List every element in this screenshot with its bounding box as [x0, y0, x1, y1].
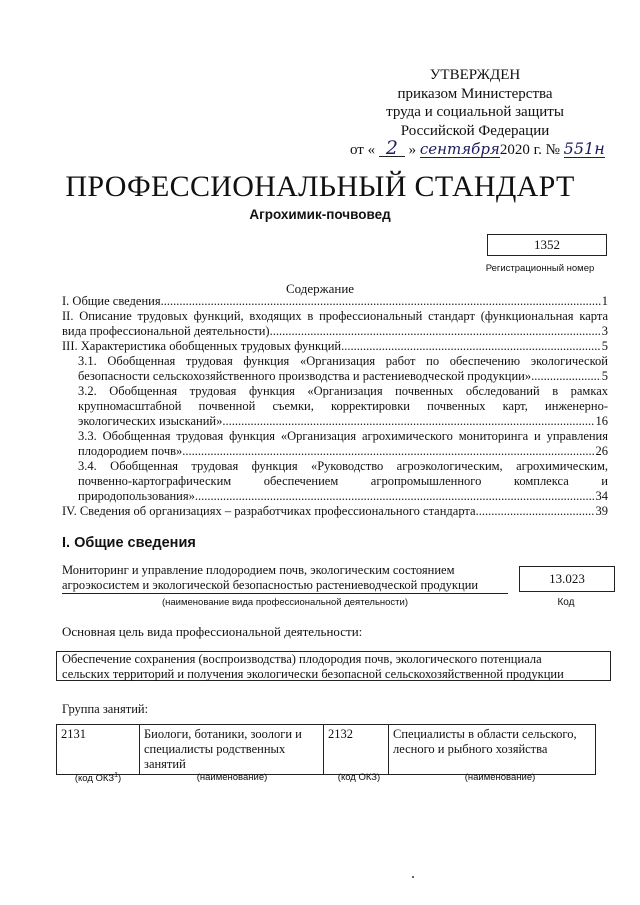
approval-order-line: приказом Министерства: [397, 85, 553, 102]
toc-item-text: экологических изысканий»: [78, 414, 223, 428]
footnote-marker[interactable]: 1: [114, 772, 118, 779]
okz-code-caption: (код ОКЗ): [337, 772, 381, 783]
okz-code-caption: [56, 772, 140, 784]
date-month-handwritten: сентября: [419, 140, 500, 158]
occupation-name-cell: Специалисты в области сельского, лесного и рыбного хозяйства: [389, 725, 596, 775]
toc-page-number: 39: [595, 504, 608, 518]
approval-date-line: [350, 137, 605, 160]
toc-item-text: I. Общие сведения: [62, 294, 161, 308]
toc-item[interactable]: [62, 294, 608, 309]
contents-heading: Содержание: [285, 281, 355, 296]
toc-item-text: 3.3. Обобщенная трудовая функция «Организация агрохимического мониторинга и управления: [78, 429, 608, 443]
order-number-handwritten: 551н: [563, 139, 605, 158]
registration-number-box: 1352: [487, 234, 607, 256]
activity-code-caption: Код: [557, 597, 575, 608]
toc-page-number: 16: [595, 414, 608, 428]
toc-item[interactable]: [62, 339, 608, 354]
toc-item-text: крупномасштабной почвенной съемки, корректировки почвенных карт, инженерно-: [78, 399, 608, 413]
occupation-group-label: Группа занятий:: [62, 702, 149, 716]
section-heading: I. Общие сведения: [62, 535, 196, 551]
toc-item-text: природопользования»: [78, 489, 195, 503]
date-prefix: от «: [350, 142, 376, 158]
toc-page-number: 3: [601, 324, 608, 338]
toc-item-text: вида профессиональной деятельности): [62, 324, 270, 338]
okz-code-caption-text: (код ОКЗ: [74, 773, 115, 785]
occupation-name-caption: (наименование): [196, 772, 268, 783]
toc-leader: [222, 414, 594, 429]
okz-code-cell: 2131: [57, 725, 140, 775]
toc-item[interactable]: [62, 309, 608, 339]
toc-page-number: 5: [601, 339, 608, 353]
date-quote: »: [408, 142, 417, 158]
toc-page-number: 1: [601, 294, 608, 308]
toc-item[interactable]: [62, 354, 608, 384]
toc-item-text: почвенно-картографическим обеспечением агропромышленного комплекса и: [78, 474, 608, 488]
activity-name-line: Мониторинг и управление плодородием почв, экологическим состоянием: [62, 563, 455, 577]
toc-item-text: плодородием почв»: [78, 444, 183, 458]
toc-leader: [270, 324, 601, 339]
toc-leader: [476, 504, 595, 519]
toc-item-text: IV. Сведения об организациях – разработчиках профессионального стандарта: [62, 504, 476, 518]
activity-name-line: агроэкосистем и экологической безопасностью растениеводческой продукции: [62, 578, 508, 594]
goal-text-line: Обеспечение сохранения (воспроизводства) плодородия почв, экологического потенциала: [62, 652, 542, 666]
toc-leader: [195, 489, 595, 504]
toc-leader: [182, 444, 594, 459]
date-day-handwritten: 2: [379, 140, 405, 157]
toc-item-text: III. Характеристика обобщенных трудовых функций: [62, 339, 342, 353]
goal-label: Основная цель вида профессиональной деятельности:: [62, 624, 363, 639]
toc-leader: [341, 339, 601, 354]
toc-item[interactable]: [62, 429, 608, 459]
activity-name: [62, 563, 508, 594]
toc-item-text: безопасности сельскохозяйственного производства и растениеводческой продукции»: [78, 369, 532, 383]
scan-speck: [412, 876, 414, 878]
goal-box: [56, 651, 611, 681]
toc-item[interactable]: [62, 384, 608, 429]
toc-item-text: 3.2. Обобщенная трудовая функция «Организация почвенных обследований в рамках: [78, 384, 608, 398]
occupation-name-cell: Биологи, ботаники, зоологи и специалисты родственных занятий: [140, 725, 324, 775]
toc-item[interactable]: [62, 504, 608, 519]
table-row: [57, 725, 596, 775]
approval-country-line: Российской Федерации: [400, 122, 550, 139]
toc-page-number: 26: [595, 444, 608, 458]
toc-item-text: 3.4. Обобщенная трудовая функция «Руководство агроэкологическим, агрохимическим,: [78, 459, 608, 473]
document-title: ПРОФЕССИОНАЛЬНЫЙ СТАНДАРТ: [65, 170, 575, 203]
toc-leader: [531, 369, 601, 384]
occupation-name-caption: (наименование): [464, 772, 536, 783]
approval-ministry-line: труда и социальной защиты: [386, 104, 564, 120]
approval-title: УТВЕРЖДЕН: [429, 67, 521, 83]
toc-item-text: II. Описание трудовых функций, входящих в профессиональный стандарт (функциональная карта: [62, 309, 608, 323]
occupation-table: [56, 724, 596, 775]
toc-leader: [161, 294, 601, 309]
activity-name-caption: (наименование вида профессиональной деятельности): [161, 597, 409, 608]
toc-item-text: 3.1. Обобщенная трудовая функция «Организация работ по обеспечению экологической: [78, 354, 608, 368]
toc-page-number: 5: [601, 369, 608, 383]
date-year: 2020 г. №: [499, 142, 560, 158]
goal-text-line: сельских территорий и получения экологически безопасной сельскохозяйственной продукции: [62, 667, 564, 681]
toc-page-number: 34: [595, 489, 608, 503]
activity-code-box: 13.023: [519, 566, 615, 592]
okz-code-caption-end: ): [117, 773, 122, 785]
approval-block: [350, 66, 605, 160]
standard-name: Агрохимик-почвовед: [249, 207, 391, 222]
table-of-contents: [62, 294, 608, 519]
registration-number-label: Регистрационный номер: [485, 263, 595, 274]
okz-code-cell: 2132: [324, 725, 389, 775]
toc-item[interactable]: [62, 459, 608, 504]
